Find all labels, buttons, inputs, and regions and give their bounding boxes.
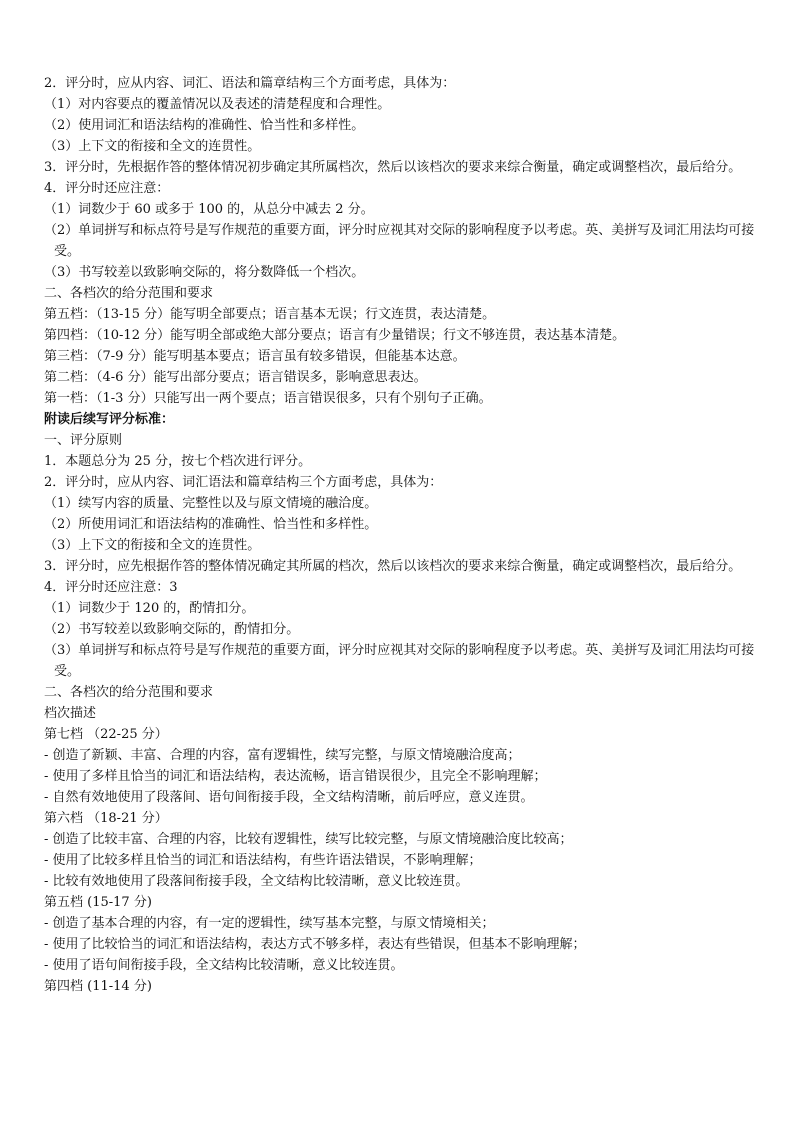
grade-4b-heading: 第四档 (11-14 分): [44, 979, 152, 994]
document-page: [44, 73, 760, 997]
grade-6-point-1: - 创造了比较丰富、合理的内容，比较有逻辑性，续写比较完整，与原文情境融洽度比较高；: [44, 832, 573, 847]
grade-3-description: 第三档：（7-9 分）能写明基本要点；语言虽有较多错误，但能基本达意。: [44, 349, 466, 364]
grade-5b-point-1: - 创造了基本合理的内容，有一定的逻辑性，续写基本完整，与原文情境相关；: [44, 916, 495, 931]
grade-2-description: 第二档：（4-6 分）能写出部分要点；语言错误多，影响意思表达。: [44, 370, 427, 385]
grade-description-label: 档次描述: [44, 706, 97, 721]
principle-2-sub-3: （3）上下文的衔接和全文的连贯性。: [44, 538, 261, 553]
grade-5b-heading: 第五档 (15-17 分): [44, 895, 152, 910]
item-3-scoring-procedure: 3．评分时，先根据作答的整体情况初步确定其所属档次，然后以该档次的要求来综合衡量，确定或调整档次，最后给分。: [44, 160, 742, 175]
grade-6-heading: 第六档 （18-21 分）: [44, 811, 168, 826]
principle-4-sub-1: （1）词数少于 120 的，酌情扣分。: [44, 601, 255, 616]
grade-5b-point-2: - 使用了比较恰当的词汇和语法结构，表达方式不够多样，表达有些错误，但基本不影响理解；: [44, 937, 586, 952]
principle-1: 1．本题总分为 25 分，按七个档次进行评分。: [44, 454, 312, 469]
principle-4-sub-3: （3）单词拼写和标点符号是写作规范的重要方面，评分时应视其对交际的影响程度予以考虑。英、美拼写及词汇用法均可接受。: [44, 643, 755, 679]
principle-4: 4．评分时还应注意：3: [44, 580, 178, 595]
grade-6-point-3: - 比较有效地使用了段落间衔接手段，全文结构比较清晰，意义比较连贯。: [44, 874, 469, 889]
grade-1-description: 第一档：（1-3 分）只能写出一两个要点；语言错误很多，只有个别句子正确。: [44, 391, 492, 406]
grade-5b-point-3: - 使用了语句间衔接手段，全文结构比较清晰，意义比较连贯。: [44, 958, 404, 973]
item-2-sub-2: （2）使用词汇和语法结构的准确性、恰当性和多样性。: [44, 118, 365, 133]
principle-4-sub-2: （2）书写较差以致影响交际的，酌情扣分。: [44, 622, 300, 637]
grade-7-point-1: - 创造了新颖、丰富、合理的内容，富有逻辑性，续写完整，与原文情境融洽度高；: [44, 748, 521, 763]
grade-6-point-2: - 使用了比较多样且恰当的词汇和语法结构，有些许语法错误，不影响理解；: [44, 853, 482, 868]
principles-heading: 一、评分原则: [44, 433, 123, 448]
principle-2: 2．评分时，应从内容、词汇语法和篇章结构三个方面考虑，具体为：: [44, 475, 443, 490]
grade-7-point-2: - 使用了多样且恰当的词汇和语法结构，表达流畅，语言错误很少，且完全不影响理解；: [44, 769, 547, 784]
principle-3: 3．评分时，应先根据作答的整体情况确定其所属的档次，然后以该档次的要求来综合衡量，确定或调整档次，最后给分。: [44, 559, 742, 574]
section-2-heading: 二、各档次的给分范围和要求: [44, 286, 214, 301]
principle-2-sub-2: （2）所使用词汇和语法结构的准确性、恰当性和多样性。: [44, 517, 378, 532]
grade-7-point-3: - 自然有效地使用了段落间、语句间衔接手段，全文结构清晰，前后呼应，意义连贯。: [44, 790, 534, 805]
grade-5-description: 第五档：（13-15 分）能写明全部要点；语言基本无误；行文连贯，表达清楚。: [44, 307, 496, 322]
grade-4-description: 第四档：（10-12 分）能写明全部或绝大部分要点；语言有少量错误；行文不够连贯，表达基本清楚。: [44, 328, 626, 343]
item-4-notes-heading: 4．评分时还应注意：: [44, 181, 170, 196]
grading-section-heading: 二、各档次的给分范围和要求: [44, 685, 214, 700]
item-4-sub-2: （2）单词拼写和标点符号是写作规范的重要方面，评分时应视其对交际的影响程度予以考虑。英、美拼写及词汇用法均可接受。: [44, 223, 755, 259]
item-2-sub-3: （3）上下文的衔接和全文的连贯性。: [44, 139, 261, 154]
item-4-sub-1: （1）词数少于 60 或多于 100 的，从总分中减去 2 分。: [44, 202, 374, 217]
item-4-sub-3: （3）书写较差以致影响交际的，将分数降低一个档次。: [44, 265, 365, 280]
principle-2-sub-1: （1）续写内容的质量、完整性以及与原文情境的融洽度。: [44, 496, 378, 511]
item-2-scoring-aspects: 2．评分时，应从内容、词汇、语法和篇章结构三个方面考虑，具体为：: [44, 76, 456, 91]
continuation-writing-title: 附读后续写评分标准：: [44, 412, 175, 427]
item-2-sub-1: （1）对内容要点的覆盖情况以及表述的清楚程度和合理性。: [44, 97, 391, 112]
grade-7-heading: 第七档 （22-25 分）: [44, 727, 168, 742]
